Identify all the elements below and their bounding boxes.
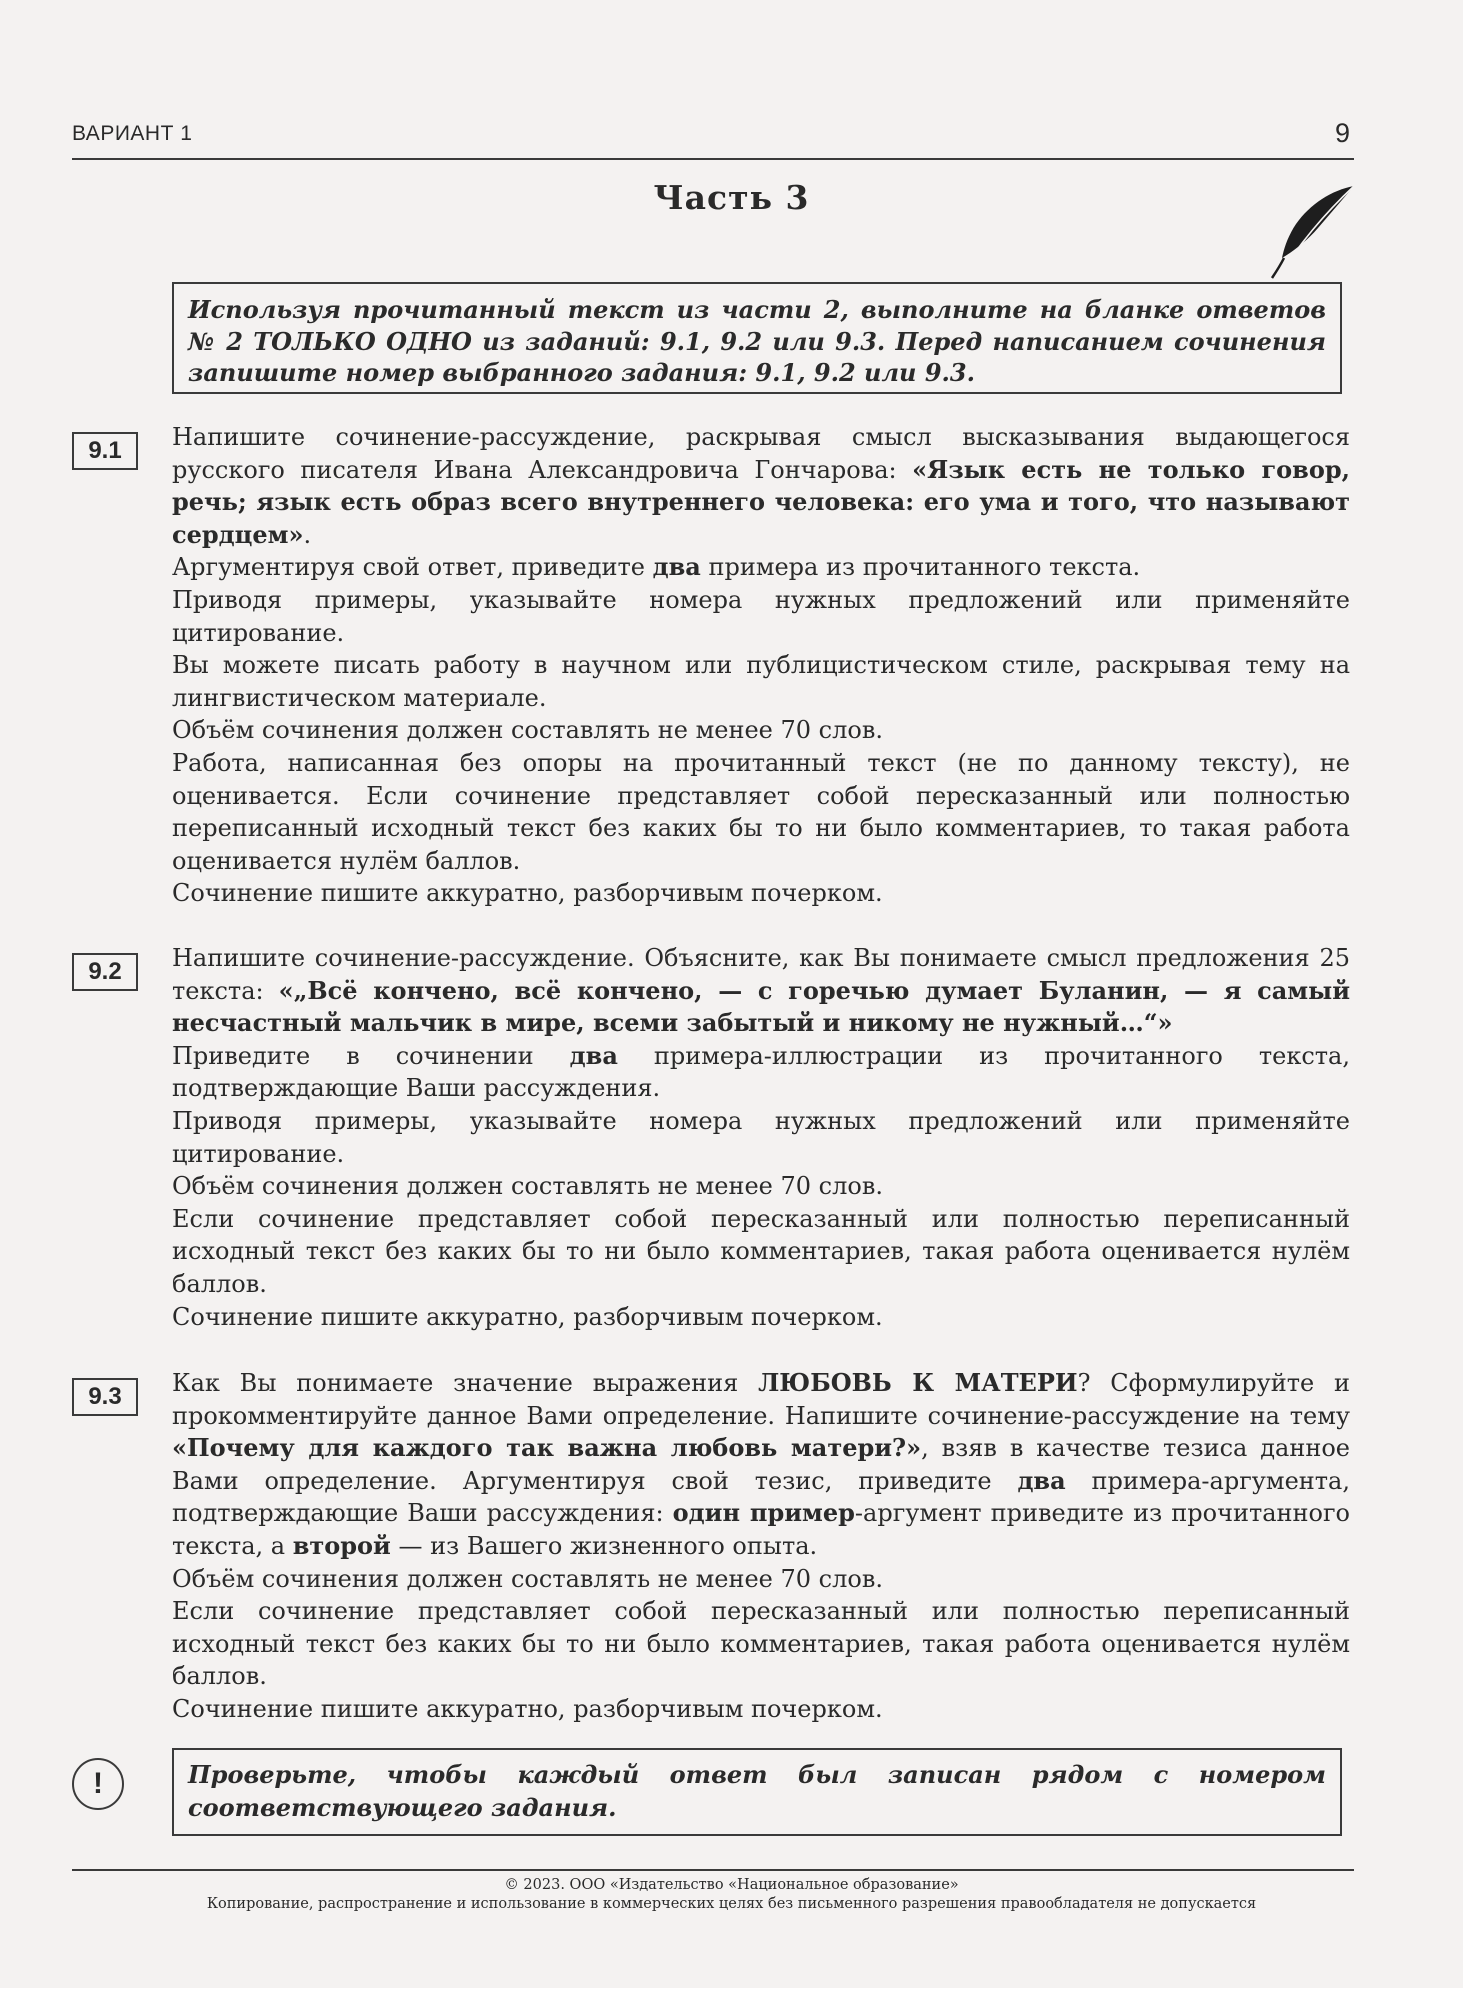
task-9-3-intro: Как Вы понимаете значение выражения ЛЮБОВЬ К МАТЕРИ? Сформулируйте и прокомментируйте данное Вами определение. Напишите сочинение-рассуждение на тему «Почему для каждого так важна любовь матери?», взяв в качестве тезиса данное Вами определение. Аргументируя свой тезис, приведите два примера-аргумента, подтверждающие Ваши рассуждения: один пример-аргумент приведите из прочитанного текста, а второй — из Вашего жизненного опыта. [172,1368,1350,1560]
task-9-1-arguments: Аргументируя свой ответ, приведите два примера из прочитанного текста. [172,552,1141,582]
task-9-1-neatness: Сочинение пишите аккуратно, разборчивым почерком. [172,879,883,908]
task-9-1-grading: Работа, написанная без опоры на прочитанный текст (не по данному тексту), не оценивается. Если сочинение представляет собой пересказанный или полностью переписанный исходный текст без каких бы то ни было комментариев, то такая работа оценивается нулём баллов. [172,748,1350,875]
task-9-3-neatness: Сочинение пишите аккуратно, разборчивым почерком. [172,1694,883,1723]
footer-rights: Копирование, распространение и использование в коммерческих целях без письменного разрешения правообладателя не допускается [206,1896,1257,1912]
task-number-9-1: 9.1 [72,432,138,470]
feather-icon [1262,182,1362,282]
task-9-2-grading: Если сочинение представляет собой пересказанный или полностью переписанный исходный текст без каких бы то ни было комментариев, такая работа оценивается нулём баллов. [172,1204,1350,1298]
task-9-1-quote: «Язык есть не только говор, речь; язык есть образ всего внутреннего человека: его ума и того, что называют сердцем» [172,454,1350,549]
warning-text: Проверьте, чтобы каждый ответ был записан рядом с номером соответствующего задания. [188,1760,1326,1822]
instruction-text: Используя прочитанный текст из части 2, выполните на бланке ответов № 2 ТОЛЬКО ОДНО из заданий: 9.1, 9.2 или 9.3. Перед написанием сочинения запишите номер выбранного задания: 9.1, 9.2 или 9.3. [188,295,1326,387]
task-9-2-quote: «„Всё кончено, всё кончено, — с горечью думает Буланин, — я самый несчастный мальчик в мире, всеми забытый и никому не нужный…“» [172,975,1350,1038]
instruction-box [172,282,1342,394]
task-9-2-volume: Объём сочинения должен составлять не менее 70 слов. [172,1172,883,1201]
variant-label: ВАРИАНТ 1 [72,122,193,145]
task-9-3-grading: Если сочинение представляет собой пересказанный или полностью переписанный исходный текст без каких бы то ни было комментариев, такая работа оценивается нулём баллов. [172,1597,1350,1691]
footer [0,1876,1463,1914]
task-9-1 [172,421,1350,910]
exclamation-icon: ! [72,1758,124,1810]
task-9-2-intro: Напишите сочинение-рассуждение. Объясните, как Вы понимаете смысл предложения 25 текста: «„Всё кончено, всё кончено, — с горечью думает Буланин, — я самый несчастный мальчик в мире, всеми забытый и никому не нужный…“» [172,944,1350,1038]
footer-divider [72,1869,1354,1871]
page-number: 9 [1334,118,1350,148]
task-9-2-arguments: Приведите в сочинении два примера-иллюстрации из прочитанного текста, подтверждающие Ваши рассуждения. [172,1040,1350,1103]
task-9-1-volume: Объём сочинения должен составлять не менее 70 слов. [172,716,883,745]
task-9-2-examples: Приводя примеры, указывайте номера нужных предложений или применяйте цитирование. [172,1106,1350,1168]
page-edge [0,1988,1463,2000]
part-title: Часть 3 [653,178,810,217]
task-9-3 [172,1367,1350,1726]
task-9-2 [172,942,1350,1333]
task-9-1-style: Вы можете писать работу в научном или публицистическом стиле, раскрывая тему на лингвистическом материале. [172,651,1350,712]
task-9-1-examples: Приводя примеры, указывайте номера нужных предложений или применяйте цитирование. [172,585,1350,647]
task-number-9-3: 9.3 [72,1378,138,1416]
warning-box [172,1748,1342,1836]
task-9-1-intro: Напишите сочинение-рассуждение, раскрывая смысл высказывания выдающегося русского писателя Ивана Александровича Гончарова: «Язык есть не только говор, речь; язык есть образ всего внутреннего человека: его ума и того, что называют сердцем». [172,423,1350,549]
page-header [72,118,1354,160]
task-9-2-neatness: Сочинение пишите аккуратно, разборчивым почерком. [172,1302,883,1331]
footer-copyright: © 2023. ООО «Издательство «Национальное образование» [504,1877,959,1893]
task-number-9-2: 9.2 [72,953,138,991]
task-9-3-volume: Объём сочинения должен составлять не менее 70 слов. [172,1564,883,1593]
